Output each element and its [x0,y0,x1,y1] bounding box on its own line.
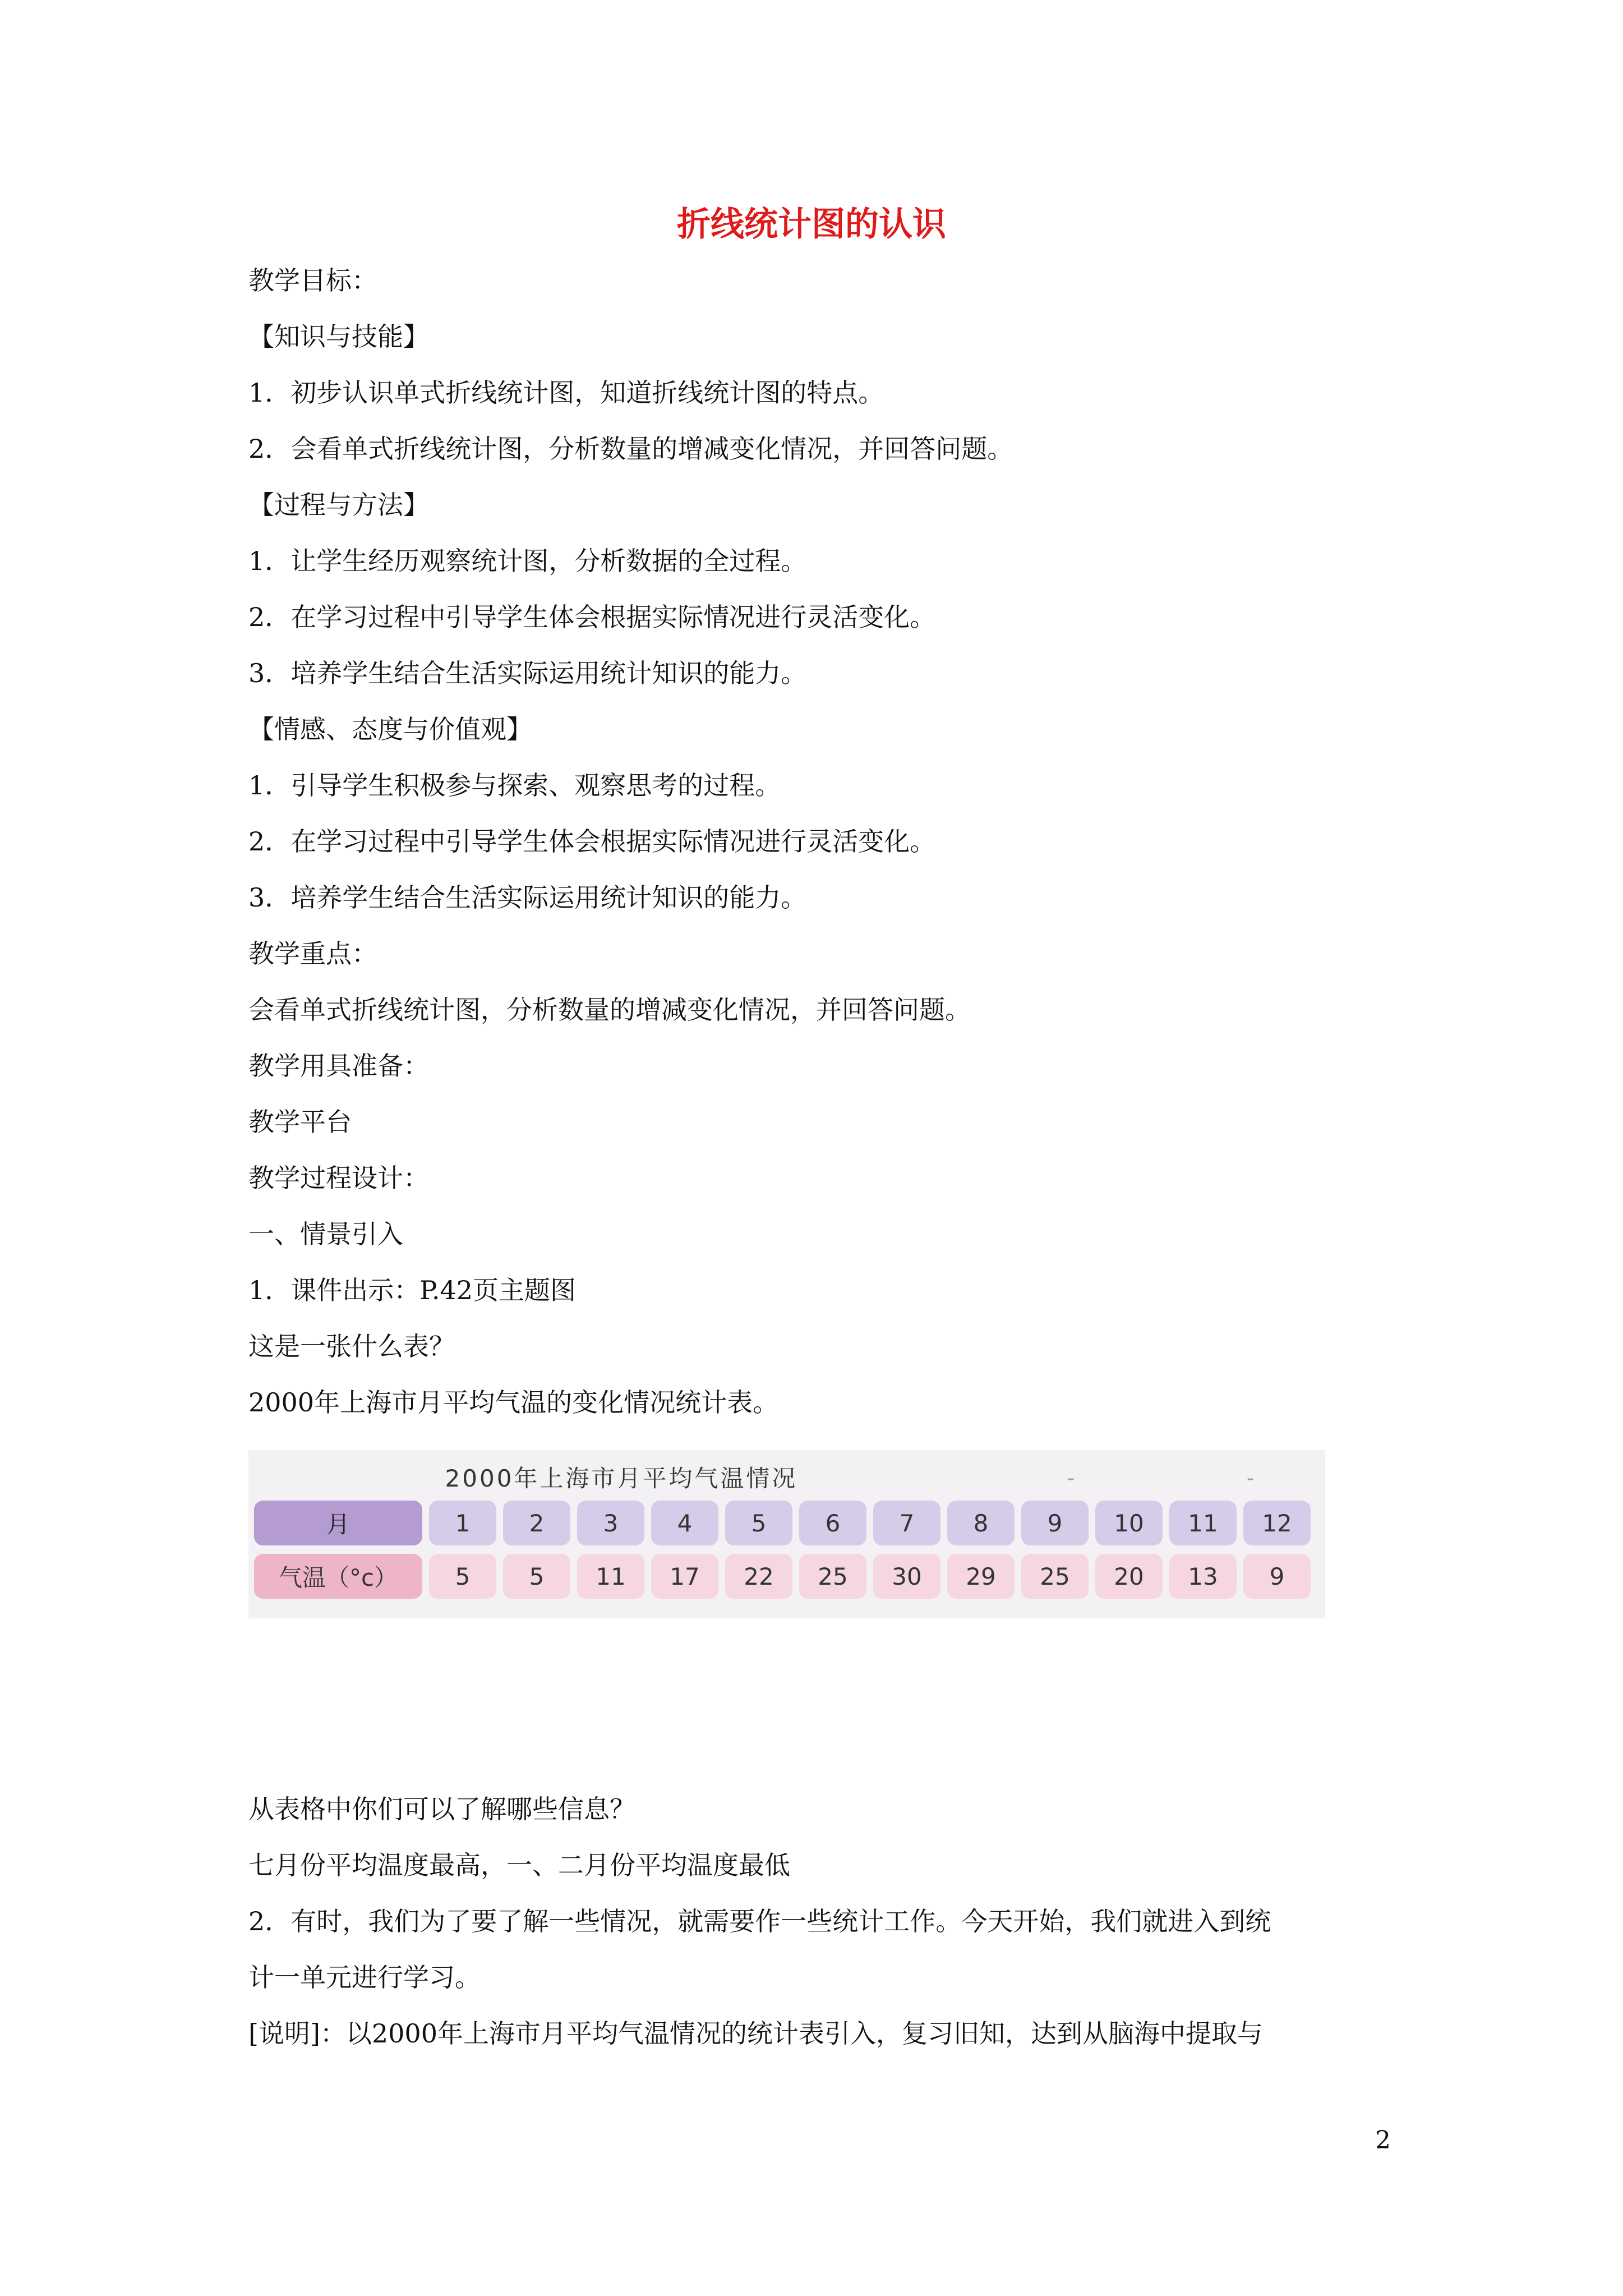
month-cell: 1 [429,1501,496,1545]
page-number: 2 [1375,2126,1391,2155]
text-line: 教学重点： [248,938,377,969]
month-cell: 11 [1169,1501,1237,1545]
temperature-cell: 25 [1021,1554,1089,1599]
month-cell: 5 [725,1501,792,1545]
text-line: 从表格中你们可以了解哪些信息？ [248,1794,635,1824]
temperature-cell: 17 [651,1554,718,1599]
temperature-cell: 5 [429,1554,496,1599]
temperature-cell: 11 [577,1554,644,1599]
temperature-cell: 20 [1095,1554,1163,1599]
text-line: 【知识与技能】 [248,321,429,352]
text-line: 会看单式折线统计图，分析数量的增减变化情况，并回答问题。 [248,995,971,1025]
month-cell: 10 [1095,1501,1163,1545]
month-cell: 4 [651,1501,718,1545]
text-line: 这是一张什么表？ [248,1331,455,1361]
temperature-cell: 5 [503,1554,570,1599]
month-header-cell: 月 [254,1501,422,1545]
text-line: 【情感、态度与价值观】 [248,714,532,744]
text-line: 1．初步认识单式折线统计图，知道折线统计图的特点。 [248,378,884,408]
text-line: 3．培养学生结合生活实际运用统计知识的能力。 [248,658,807,688]
table-dash-mark: - [1067,1467,1075,1490]
month-cell: 9 [1021,1501,1089,1545]
text-line: 3．培养学生结合生活实际运用统计知识的能力。 [248,882,807,913]
text-line: 教学用具准备： [248,1051,429,1081]
text-line: 1．引导学生积极参与探索、观察思考的过程。 [248,770,781,800]
month-cell: 6 [799,1501,866,1545]
table-dash-mark: - [1247,1467,1254,1490]
text-line: 2．会看单式折线统计图，分析数量的增减变化情况，并回答问题。 [248,434,1013,464]
table-title: 2000年上海市月平均气温情况 [445,1465,798,1492]
document-title: 折线统计图的认识 [677,205,946,244]
text-line: 七月份平均温度最高，一、二月份平均温度最低 [248,1850,790,1880]
temperature-cell: 25 [799,1554,866,1599]
text-line: 2．在学习过程中引导学生体会根据实际情况进行灵活变化。 [248,826,936,857]
temperature-cell: 29 [947,1554,1015,1599]
temperature-cell: 30 [873,1554,940,1599]
temperature-header-cell: 气温（°c） [254,1554,422,1599]
temperature-cell: 22 [725,1554,792,1599]
month-cell: 12 [1243,1501,1311,1545]
text-line: 2．有时，我们为了要了解一些情况，就需要作一些统计工作。今天开始，我们就进入到统 [248,1906,1271,1936]
temperature-cell: 13 [1169,1554,1237,1599]
text-line: 2．在学习过程中引导学生体会根据实际情况进行灵活变化。 [248,602,936,632]
month-cell: 2 [503,1501,570,1545]
text-line: 教学平台 [248,1107,352,1137]
text-line: [说明]：以2000年上海市月平均气温情况的统计表引入，复习旧知，达到从脑海中提取与 [248,2018,1263,2049]
text-line: 1．课件出示：P.42页主题图 [248,1275,577,1305]
temperature-table [248,1450,1325,1618]
text-line: 教学目标： [248,265,377,296]
text-line: 计一单元进行学习。 [248,1962,481,1993]
text-line: 教学过程设计： [248,1163,429,1193]
text-line: 【过程与方法】 [248,490,429,520]
month-cell: 7 [873,1501,940,1545]
month-cell: 3 [577,1501,644,1545]
text-line: 一、情景引入 [248,1219,403,1249]
text-line: 1．让学生经历观察统计图，分析数据的全过程。 [248,546,807,576]
temperature-cell: 9 [1243,1554,1311,1599]
text-line: 2000年上海市月平均气温的变化情况统计表。 [248,1387,779,1418]
month-cell: 8 [947,1501,1015,1545]
